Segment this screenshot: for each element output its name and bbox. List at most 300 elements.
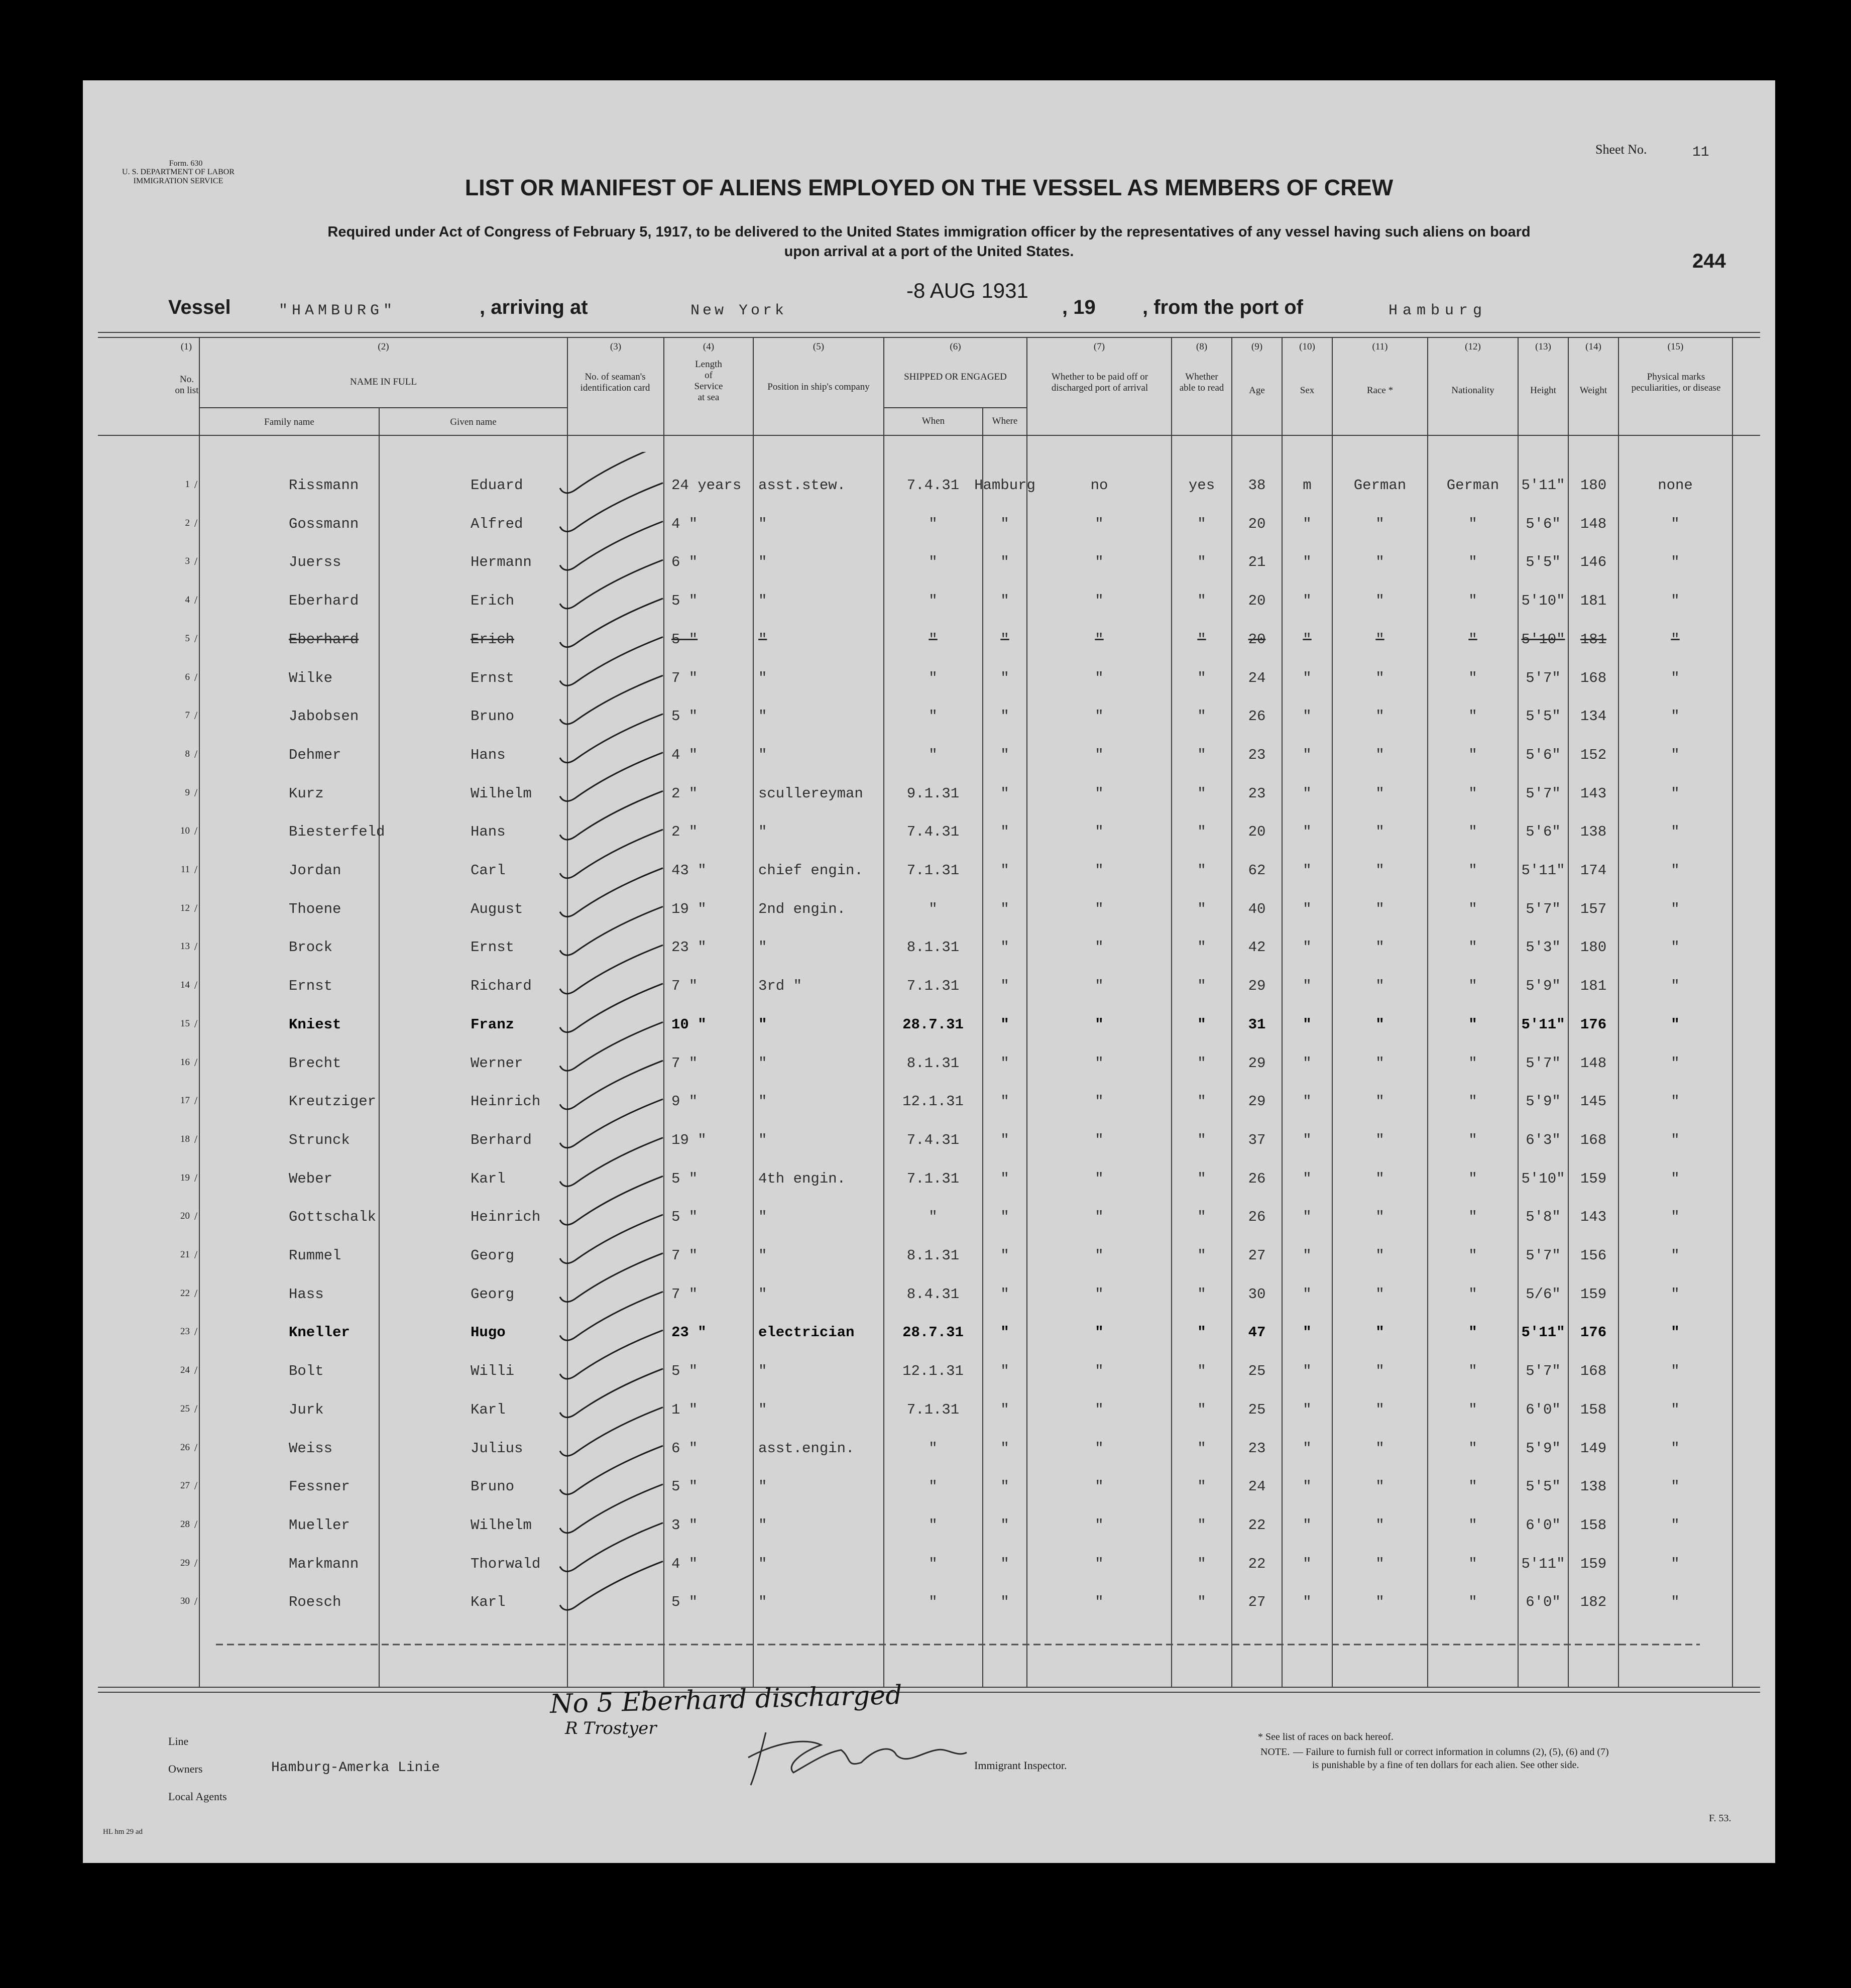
note-line-1: — Failure to furnish full or correct information in columns (2), (5), (6) and (7): [1293, 1746, 1609, 1758]
given-name-cell: Georg: [471, 1247, 515, 1264]
sex-cell: ": [1303, 1478, 1312, 1495]
family-name-cell: Weber: [289, 1170, 333, 1187]
race-cell: ": [1375, 785, 1384, 802]
nationality-cell: ": [1468, 824, 1477, 841]
family-name-cell: Juerss: [289, 554, 341, 571]
length-of-service-cell: 5 ": [671, 1478, 698, 1495]
given-name-cell: Erich: [471, 631, 515, 648]
shipped-where-cell: ": [1000, 1093, 1009, 1110]
able-to-read-cell: ": [1197, 824, 1206, 841]
race-cell: ": [1375, 1401, 1384, 1418]
paid-off-cell: ": [1095, 1285, 1104, 1303]
row-tick-mark: /: [194, 901, 198, 914]
row-tick-mark: /: [194, 1171, 198, 1184]
physical-marks-cell: ": [1671, 1440, 1680, 1457]
nationality-cell: ": [1468, 862, 1477, 879]
height-cell: 5'11": [1521, 862, 1565, 879]
position-cell: electrician: [758, 1324, 855, 1341]
family-name-cell: Kurz: [289, 785, 324, 802]
family-name-cell: Biesterfeld: [289, 824, 385, 841]
sex-cell: m: [1303, 477, 1312, 494]
height-cell: 5'11": [1521, 1555, 1565, 1572]
col-7-label: Whether to be paid off or discharged port of arrival: [1051, 372, 1148, 393]
col-4-label: Length of Service at sea: [694, 359, 723, 403]
weight-cell: 174: [1580, 862, 1607, 879]
col-5-num: (5): [813, 341, 825, 352]
age-cell: 29: [1248, 1093, 1266, 1110]
row-number: 15: [180, 1018, 190, 1029]
position-cell: ": [758, 1016, 767, 1033]
age-cell: 20: [1248, 515, 1266, 532]
physical-marks-cell: ": [1671, 1209, 1680, 1226]
height-cell: 5'6": [1526, 824, 1561, 841]
sex-cell: ": [1303, 1170, 1312, 1187]
subtitle-line-1: Required under Act of Congress of February 5, 1917, to be delivered to the United States immigration officer by the representatives of any vessel having such aliens on board: [327, 224, 1531, 240]
position-cell: ": [758, 746, 767, 763]
row-number: 2: [185, 517, 190, 528]
given-name-cell: Franz: [471, 1016, 515, 1033]
race-cell: ": [1375, 631, 1384, 648]
weight-cell: 159: [1580, 1170, 1607, 1187]
position-cell: 4th engin.: [758, 1170, 846, 1187]
height-cell: 5'7": [1526, 900, 1561, 917]
physical-marks-cell: ": [1671, 1285, 1680, 1303]
col-3-label: No. of seaman's identification card: [580, 372, 650, 393]
position-cell: ": [758, 1363, 767, 1380]
sex-cell: ": [1303, 1401, 1312, 1418]
vessel-label: Vessel: [168, 296, 231, 318]
shipped-when-cell: ": [929, 1440, 938, 1457]
height-cell: 6'0": [1526, 1594, 1561, 1611]
sex-cell: ": [1303, 1363, 1312, 1380]
age-cell: 30: [1248, 1285, 1266, 1303]
physical-marks-cell: ": [1671, 785, 1680, 802]
inspector-label: Immigrant Inspector.: [974, 1759, 1067, 1772]
position-cell: ": [758, 1401, 767, 1418]
race-cell: ": [1375, 1324, 1384, 1341]
row-number: 7: [185, 710, 190, 721]
family-name-cell: Kniest: [289, 1016, 341, 1033]
position-cell: ": [758, 1247, 767, 1264]
length-of-service-cell: 9 ": [671, 1093, 698, 1110]
nationality-cell: ": [1468, 515, 1477, 532]
shipped-when-cell: 7.4.31: [906, 824, 960, 841]
able-to-read-cell: ": [1197, 631, 1206, 648]
col-2-given-header: Given name: [450, 417, 497, 427]
race-cell: ": [1375, 1363, 1384, 1380]
row-tick-mark: /: [194, 1595, 198, 1608]
physical-marks-cell: ": [1671, 1016, 1680, 1033]
nationality-cell: ": [1468, 554, 1477, 571]
col-12-num: (12): [1465, 341, 1481, 352]
row-tick-mark: /: [194, 478, 198, 491]
given-name-cell: Georg: [471, 1285, 515, 1303]
family-name-cell: Weiss: [289, 1440, 333, 1457]
col-10-num: (10): [1299, 341, 1315, 352]
paid-off-cell: ": [1095, 1440, 1104, 1457]
length-of-service-cell: 4 ": [671, 1555, 698, 1572]
paid-off-cell: ": [1095, 1247, 1104, 1264]
row-tick-mark: /: [194, 1210, 198, 1223]
age-cell: 29: [1248, 1055, 1266, 1072]
able-to-read-cell: ": [1197, 1478, 1206, 1495]
height-cell: 5'7": [1526, 785, 1561, 802]
local-agents-label: Local Agents: [168, 1790, 227, 1803]
paid-off-cell: ": [1095, 1516, 1104, 1534]
nationality-cell: ": [1468, 1016, 1477, 1033]
physical-marks-cell: ": [1671, 1324, 1680, 1341]
weight-cell: 138: [1580, 824, 1607, 841]
col-2-label: NAME IN FULL: [350, 377, 417, 387]
department-name: U. S. DEPARTMENT OF LABOR: [122, 168, 235, 176]
age-cell: 27: [1248, 1594, 1266, 1611]
owners-value: Hamburg-Amerka Linie: [271, 1760, 440, 1776]
race-cell: ": [1375, 939, 1384, 956]
race-cell: ": [1375, 1209, 1384, 1226]
able-to-read-cell: ": [1197, 1209, 1206, 1226]
sex-cell: ": [1303, 1247, 1312, 1264]
shipped-where-cell: ": [1000, 669, 1009, 686]
row-tick-mark: /: [194, 1017, 198, 1030]
height-cell: 5'10": [1521, 1170, 1565, 1187]
family-name-cell: Thoene: [289, 900, 341, 917]
race-cell: ": [1375, 1055, 1384, 1072]
row-number: 17: [180, 1095, 190, 1106]
family-name-cell: Rissmann: [289, 477, 359, 494]
sex-cell: ": [1303, 1209, 1312, 1226]
position-cell: ": [758, 708, 767, 725]
row-tick-mark: /: [194, 670, 198, 683]
form-number: Form. 630: [169, 159, 203, 168]
position-cell: 3rd ": [758, 978, 802, 995]
weight-cell: 138: [1580, 1478, 1607, 1495]
given-name-cell: Bruno: [471, 708, 515, 725]
family-name-cell: Wilke: [289, 669, 333, 686]
row-number: 23: [180, 1326, 190, 1337]
weight-cell: 168: [1580, 669, 1607, 686]
given-name-cell: Karl: [471, 1401, 506, 1418]
physical-marks-cell: ": [1671, 746, 1680, 763]
height-cell: 5'5": [1526, 708, 1561, 725]
weight-cell: 181: [1580, 978, 1607, 995]
age-cell: 26: [1248, 1170, 1266, 1187]
shipped-when-cell: 7.1.31: [906, 1170, 960, 1187]
able-to-read-cell: ": [1197, 669, 1206, 686]
sex-cell: ": [1303, 1516, 1312, 1534]
able-to-read-cell: ": [1197, 515, 1206, 532]
shipped-where-cell: ": [1000, 1170, 1009, 1187]
able-to-read-cell: ": [1197, 939, 1206, 956]
shipped-where-cell: ": [1000, 746, 1009, 763]
row-number: 13: [180, 941, 190, 952]
height-cell: 6'3": [1526, 1131, 1561, 1148]
handwritten-initials: R Trostyer: [565, 1718, 657, 1738]
row-number: 6: [185, 671, 190, 682]
given-name-cell: Karl: [471, 1170, 506, 1187]
family-name-cell: Strunck: [289, 1131, 350, 1148]
weight-cell: 168: [1580, 1363, 1607, 1380]
shipped-where-cell: ": [1000, 1209, 1009, 1226]
row-tick-mark: /: [194, 516, 198, 529]
col-11-num: (11): [1372, 341, 1388, 352]
shipped-when-cell: ": [929, 593, 938, 610]
row-number: 20: [180, 1211, 190, 1222]
row-tick-mark: /: [194, 1132, 198, 1145]
sex-cell: ": [1303, 900, 1312, 917]
paid-off-cell: ": [1095, 1209, 1104, 1226]
length-of-service-cell: 2 ": [671, 824, 698, 841]
given-name-cell: Berhard: [471, 1131, 532, 1148]
sex-cell: ": [1303, 515, 1312, 532]
given-name-cell: Hermann: [471, 554, 532, 571]
position-cell: ": [758, 1055, 767, 1072]
given-name-cell: Julius: [471, 1440, 523, 1457]
shipped-when-cell: ": [929, 1516, 938, 1534]
shipped-when-cell: ": [929, 554, 938, 571]
shipped-when-cell: ": [929, 1209, 938, 1226]
family-name-cell: Fessner: [289, 1478, 350, 1495]
family-name-cell: Dehmer: [289, 746, 341, 763]
position-cell: ": [758, 1478, 767, 1495]
paid-off-cell: no: [1090, 477, 1108, 494]
paid-off-cell: ": [1095, 1478, 1104, 1495]
nationality-cell: ": [1468, 631, 1477, 648]
shipped-when-cell: ": [929, 1594, 938, 1611]
age-cell: 21: [1248, 554, 1266, 571]
position-cell: ": [758, 1131, 767, 1148]
row-tick-mark: /: [194, 1056, 198, 1069]
age-cell: 42: [1248, 939, 1266, 956]
nationality-cell: ": [1468, 1478, 1477, 1495]
row-number: 24: [180, 1365, 190, 1376]
able-to-read-cell: ": [1197, 1401, 1206, 1418]
sheet-number: 11: [1692, 145, 1709, 160]
height-cell: 5'7": [1526, 1363, 1561, 1380]
physical-marks-cell: ": [1671, 515, 1680, 532]
family-name-cell: Bolt: [289, 1363, 324, 1380]
weight-cell: 181: [1580, 631, 1607, 648]
given-name-cell: Alfred: [471, 515, 523, 532]
given-name-cell: August: [471, 900, 523, 917]
sex-cell: ": [1303, 939, 1312, 956]
check-mark: [560, 452, 663, 493]
age-cell: 31: [1248, 1016, 1266, 1033]
family-name-cell: Roesch: [289, 1594, 341, 1611]
arriving-port: New York: [690, 302, 787, 319]
col-4-num: (4): [703, 341, 715, 352]
height-cell: 5'9": [1526, 978, 1561, 995]
shipped-where-cell: ": [1000, 1055, 1009, 1072]
physical-marks-cell: ": [1671, 939, 1680, 956]
given-name-cell: Willi: [471, 1363, 515, 1380]
paid-off-cell: ": [1095, 1594, 1104, 1611]
shipped-when-cell: 7.4.31: [906, 1131, 960, 1148]
length-of-service-cell: 7 ": [671, 978, 698, 995]
physical-marks-cell: ": [1671, 1247, 1680, 1264]
shipped-where-cell: ": [1000, 1516, 1009, 1534]
sex-cell: ": [1303, 1093, 1312, 1110]
row-number: 30: [180, 1596, 190, 1607]
age-cell: 62: [1248, 862, 1266, 879]
able-to-read-cell: ": [1197, 1516, 1206, 1534]
shipped-when-cell: ": [929, 900, 938, 917]
page-number: 244: [1692, 250, 1726, 272]
position-cell: ": [758, 631, 767, 648]
col-9-label: Age: [1249, 385, 1265, 396]
position-cell: ": [758, 1594, 767, 1611]
physical-marks-cell: ": [1671, 669, 1680, 686]
col-6-when-header: When: [921, 416, 945, 426]
note-label: NOTE.: [1260, 1746, 1290, 1758]
physical-marks-cell: ": [1671, 1363, 1680, 1380]
shipped-where-cell: ": [1000, 900, 1009, 917]
age-cell: 40: [1248, 900, 1266, 917]
family-name-cell: Ernst: [289, 978, 333, 995]
able-to-read-cell: ": [1197, 862, 1206, 879]
length-of-service-cell: 5 ": [671, 1209, 698, 1226]
year-label: , 19: [1062, 296, 1096, 318]
row-number: 5: [185, 633, 190, 644]
height-cell: 5'9": [1526, 1440, 1561, 1457]
length-of-service-cell: 4 ": [671, 746, 698, 763]
able-to-read-cell: ": [1197, 593, 1206, 610]
row-number: 10: [180, 826, 190, 837]
physical-marks-cell: ": [1671, 1170, 1680, 1187]
shipped-where-cell: ": [1000, 554, 1009, 571]
inspector-signature: [746, 1722, 977, 1793]
position-cell: ": [758, 939, 767, 956]
race-cell: ": [1375, 1247, 1384, 1264]
race-cell: ": [1375, 824, 1384, 841]
paid-off-cell: ": [1095, 1324, 1104, 1341]
able-to-read-cell: ": [1197, 1055, 1206, 1072]
from-port-label: , from the port of: [1142, 296, 1303, 318]
age-cell: 24: [1248, 669, 1266, 686]
sheet-label: Sheet No.: [1595, 142, 1647, 157]
paid-off-cell: ": [1095, 554, 1104, 571]
family-name-cell: Hass: [289, 1285, 324, 1303]
races-footnote: * See list of races on back hereof.: [1258, 1731, 1394, 1742]
race-cell: ": [1375, 593, 1384, 610]
paid-off-cell: ": [1095, 785, 1104, 802]
given-name-cell: Richard: [471, 978, 532, 995]
position-cell: ": [758, 554, 767, 571]
age-cell: 25: [1248, 1401, 1266, 1418]
shipped-when-cell: ": [929, 669, 938, 686]
able-to-read-cell: ": [1197, 1594, 1206, 1611]
paid-off-cell: ": [1095, 978, 1104, 995]
row-tick-mark: /: [194, 1441, 198, 1454]
physical-marks-cell: none: [1658, 477, 1693, 494]
race-cell: ": [1375, 708, 1384, 725]
age-cell: 26: [1248, 708, 1266, 725]
age-cell: 26: [1248, 1209, 1266, 1226]
shipped-when-cell: ": [929, 1478, 938, 1495]
row-number: 29: [180, 1557, 190, 1568]
shipped-where-cell: ": [1000, 1401, 1009, 1418]
able-to-read-cell: ": [1197, 708, 1206, 725]
age-cell: 38: [1248, 477, 1266, 494]
sex-cell: ": [1303, 1285, 1312, 1303]
family-name-cell: Brock: [289, 939, 333, 956]
line-label: Line: [168, 1735, 189, 1747]
row-number: 8: [185, 748, 190, 759]
physical-marks-cell: ": [1671, 1478, 1680, 1495]
row-tick-mark: /: [194, 594, 198, 607]
sex-cell: ": [1303, 824, 1312, 841]
family-name-cell: Rummel: [289, 1247, 341, 1264]
race-cell: ": [1375, 1170, 1384, 1187]
race-cell: ": [1375, 1131, 1384, 1148]
col-9-num: (9): [1251, 341, 1263, 352]
paid-off-cell: ": [1095, 1170, 1104, 1187]
position-cell: scullereyman: [758, 785, 863, 802]
row-number: 12: [180, 902, 190, 913]
age-cell: 23: [1248, 1440, 1266, 1457]
family-name-cell: Mueller: [289, 1516, 350, 1534]
row-tick-mark: /: [194, 1248, 198, 1261]
length-of-service-cell: 43 ": [671, 862, 707, 879]
weight-cell: 176: [1580, 1324, 1607, 1341]
length-of-service-cell: 5 ": [671, 1363, 698, 1380]
row-number: 25: [180, 1403, 190, 1414]
sex-cell: ": [1303, 1016, 1312, 1033]
weight-cell: 158: [1580, 1401, 1607, 1418]
page-title: LIST OR MANIFEST OF ALIENS EMPLOYED ON THE VESSEL AS MEMBERS OF CREW: [465, 175, 1394, 200]
height-cell: 5'7": [1526, 1247, 1561, 1264]
sex-cell: ": [1303, 554, 1312, 571]
row-tick-mark: /: [194, 1402, 198, 1415]
row-number: 1: [185, 479, 190, 490]
row-number: 26: [180, 1442, 190, 1453]
nationality-cell: ": [1468, 1594, 1477, 1611]
nationality-cell: ": [1468, 708, 1477, 725]
nationality-cell: ": [1468, 1131, 1477, 1148]
length-of-service-cell: 7 ": [671, 669, 698, 686]
nationality-cell: ": [1468, 1324, 1477, 1341]
nationality-cell: ": [1468, 593, 1477, 610]
sex-cell: ": [1303, 708, 1312, 725]
row-tick-mark: /: [194, 979, 198, 992]
shipped-when-cell: ": [929, 746, 938, 763]
row-number: 3: [185, 556, 190, 567]
able-to-read-cell: ": [1197, 1555, 1206, 1572]
nationality-cell: ": [1468, 1401, 1477, 1418]
shipped-when-cell: 7.4.31: [906, 477, 960, 494]
row-tick-mark: /: [194, 786, 198, 799]
given-name-cell: Hans: [471, 824, 506, 841]
sex-cell: ": [1303, 746, 1312, 763]
nationality-cell: ": [1468, 1209, 1477, 1226]
col-5-label: Position in ship's company: [767, 382, 870, 392]
paid-off-cell: ": [1095, 1055, 1104, 1072]
age-cell: 23: [1248, 746, 1266, 763]
shipped-when-cell: 7.1.31: [906, 862, 960, 879]
nationality-cell: ": [1468, 669, 1477, 686]
given-name-cell: Hans: [471, 746, 506, 763]
col-1-label: No. on list: [175, 374, 199, 396]
row-tick-mark: /: [194, 863, 198, 876]
sex-cell: ": [1303, 1131, 1312, 1148]
able-to-read-cell: ": [1197, 1131, 1206, 1148]
position-cell: ": [758, 824, 767, 841]
row-tick-mark: /: [194, 1479, 198, 1492]
col-6-num: (6): [950, 341, 961, 352]
col-10-label: Sex: [1300, 385, 1315, 396]
length-of-service-cell: 5 ": [671, 1594, 698, 1611]
race-cell: ": [1375, 554, 1384, 571]
from-port: Hamburg: [1389, 302, 1487, 319]
